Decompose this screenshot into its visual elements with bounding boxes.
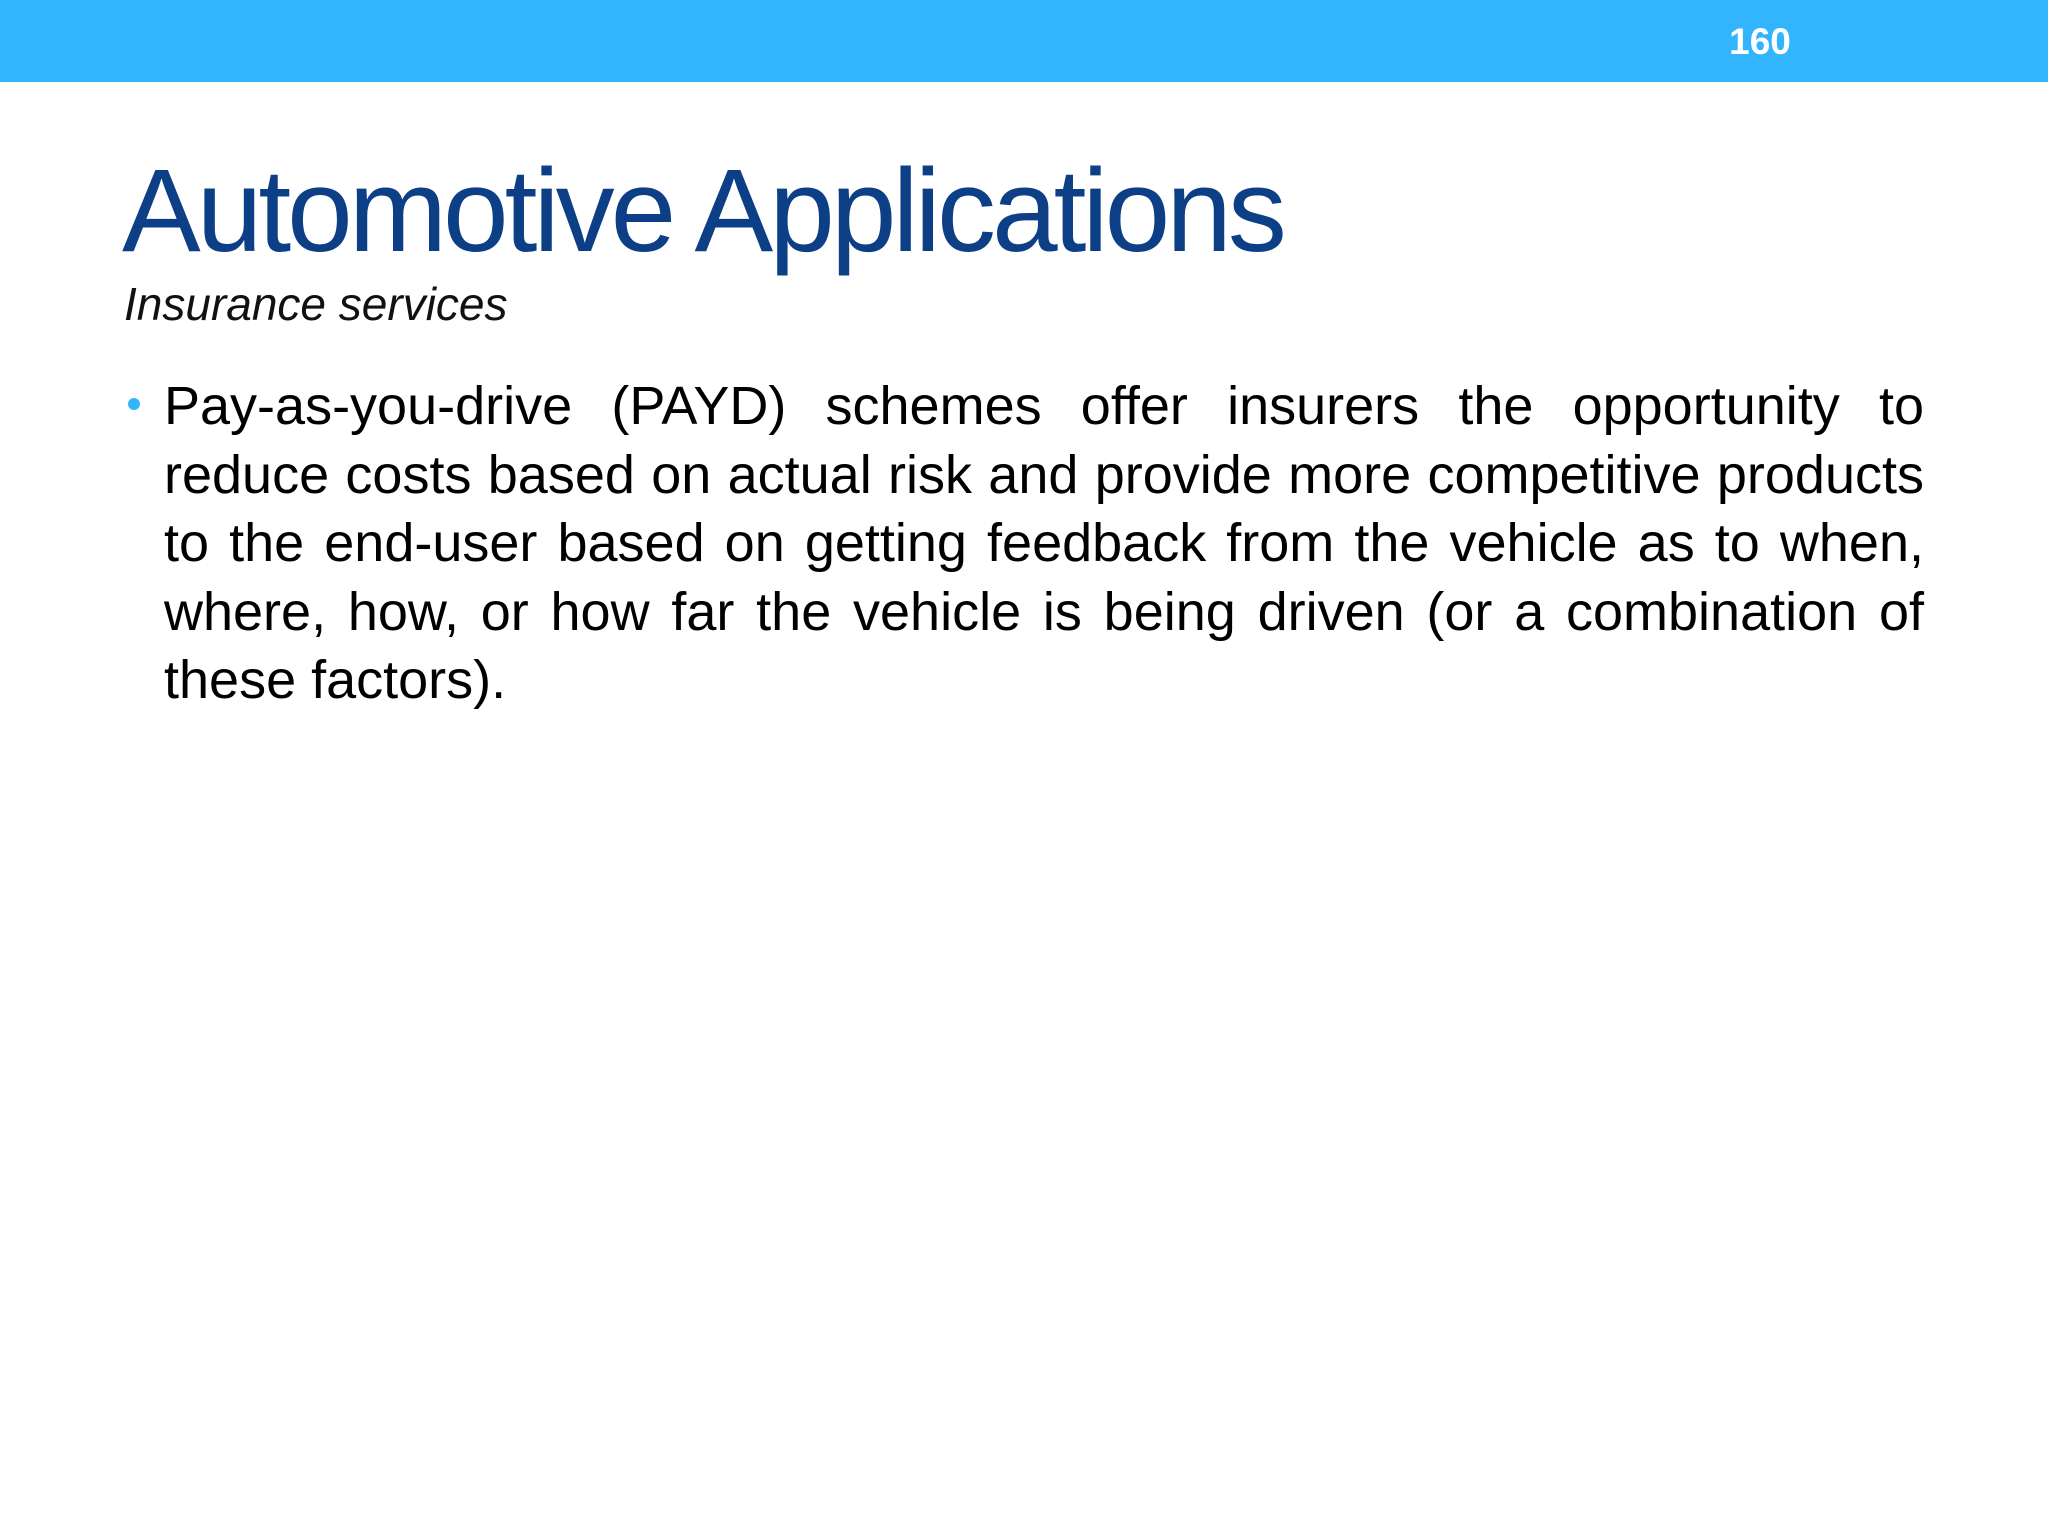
header-bar <box>0 0 2048 82</box>
bullet-dot-icon <box>128 398 140 410</box>
bullet-text: Pay-as-you-drive (PAYD) schemes offer insurers the opportunity to reduce costs based on actual risk and provide more competitive products to the end-user based on getting feedback from the vehicle as to when, where, how, or how far the vehicle is being driven (or a combination of these factors). <box>164 376 1924 710</box>
bullet-item <box>124 372 1924 715</box>
slide-number: 160 <box>1729 21 1791 62</box>
slide-title: Automotive Applications <box>122 145 1283 277</box>
bullet-list <box>124 372 1924 715</box>
slide-subtitle: Insurance services <box>124 278 508 330</box>
